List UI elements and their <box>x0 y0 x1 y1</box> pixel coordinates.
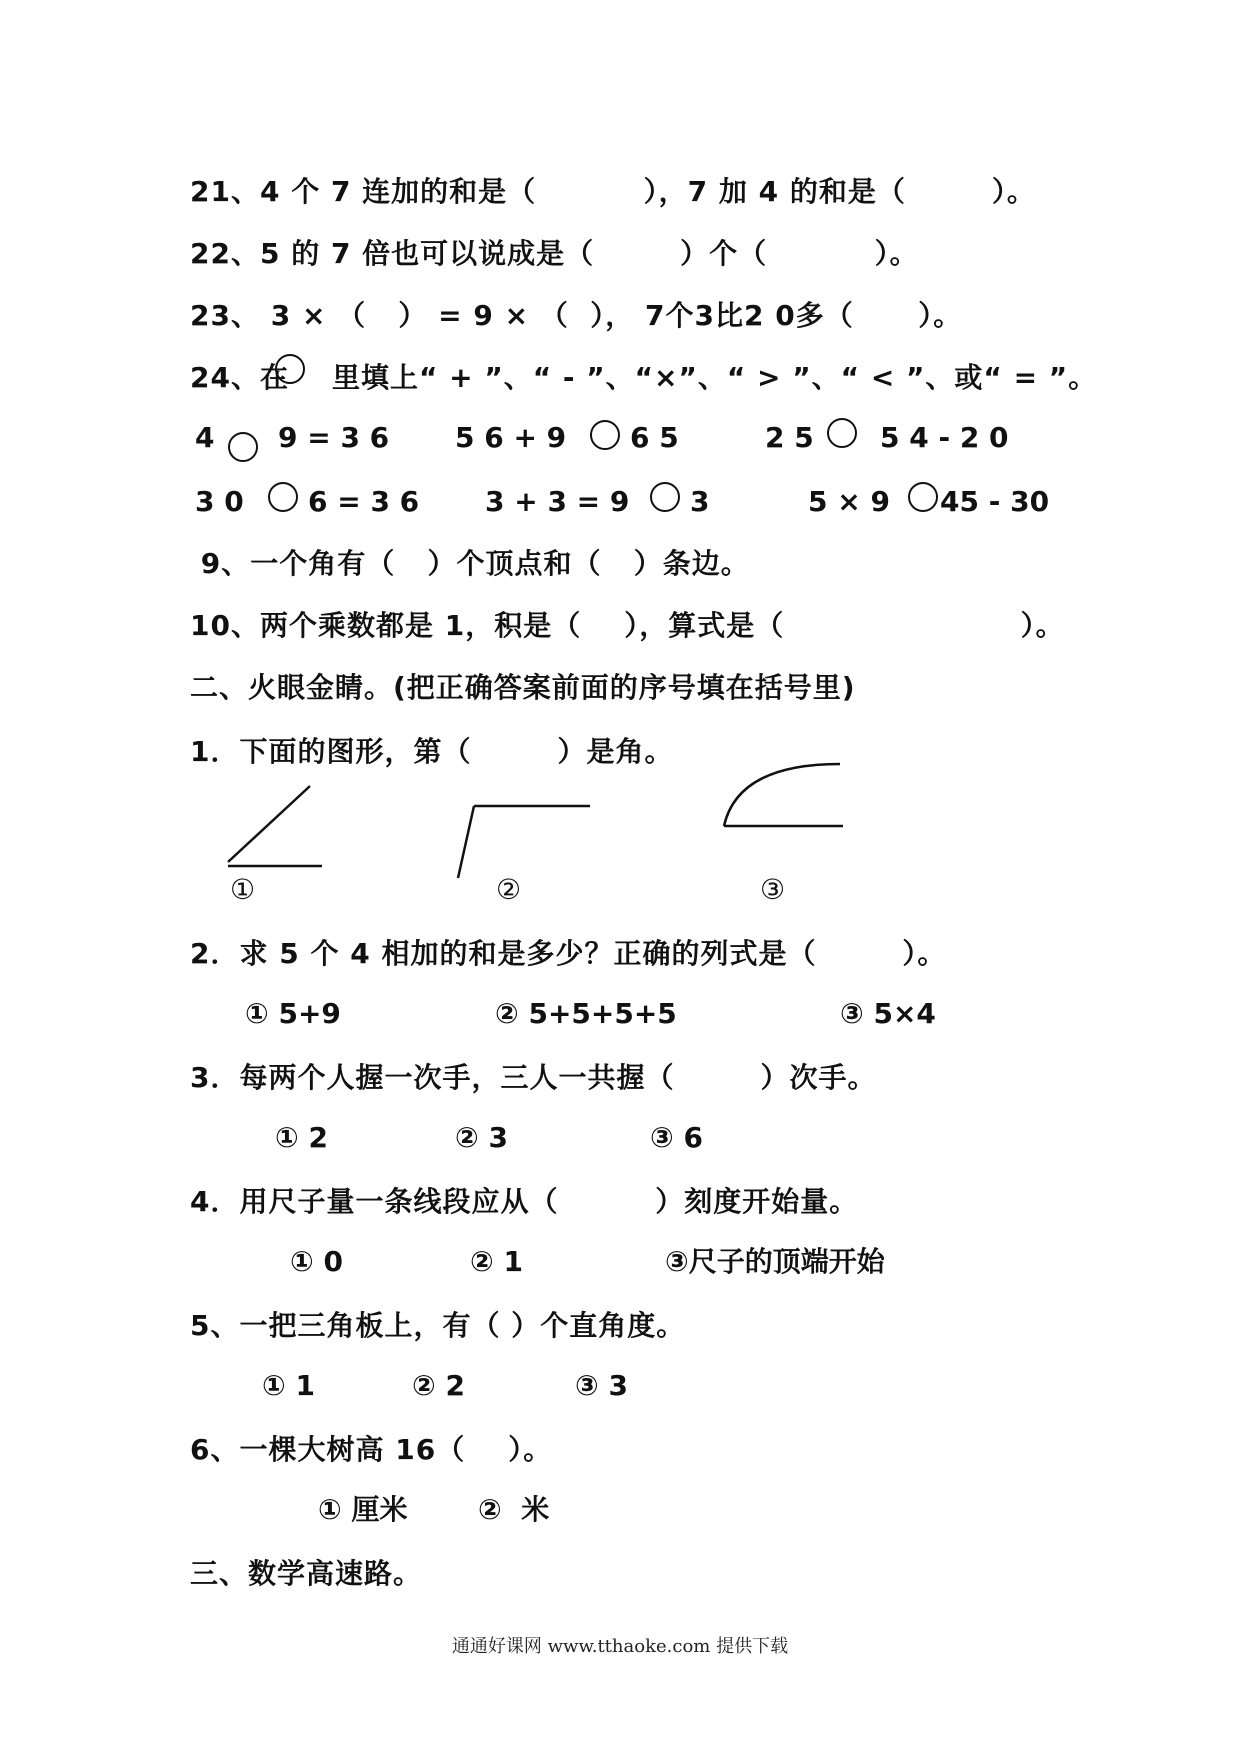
option-4-1: ① 0 <box>290 1245 343 1278</box>
question-24: 24、在 里填上“ + ”、“ - ”、“×”、“ > ”、“ < ”、或“ = ”。 <box>190 361 1098 394</box>
choice-3: 3．每两个人握一次手，三人一共握（ ）次手。 <box>190 1061 877 1094</box>
option-2-1: ① 5+9 <box>245 997 341 1030</box>
option-5-1: ① 1 <box>262 1369 315 1402</box>
option-2-2: ② 5+5+5+5 <box>495 997 677 1030</box>
question-9: 9、一个角有（ ）个顶点和（ ）条边。 <box>190 547 750 580</box>
option-5-2: ② 2 <box>412 1369 465 1402</box>
option-5-3: ③ 3 <box>575 1369 628 1402</box>
section-3-title: 三、数学高速路。 <box>190 1557 423 1590</box>
option-4-3: ③尺子的顶端开始 <box>665 1245 885 1278</box>
fill-1b-left: 5 6 + 9 <box>455 421 567 454</box>
option-2-3: ③ 5×4 <box>840 997 936 1030</box>
fill-2a-left: 3 0 <box>195 485 244 518</box>
question-21: 21、4 个 7 连加的和是（ ），7 加 4 的和是（ ）。 <box>190 175 1036 208</box>
footer-source: 通通好课网 www.tthaoke.com 提供下载 <box>451 1636 789 1657</box>
figure-label-1: ① <box>230 873 256 906</box>
fill-1a-right: 9 = 3 6 <box>278 421 390 454</box>
figure-3-arc-shape <box>724 764 843 826</box>
choice-1: 1．下面的图形，第（ ）是角。 <box>190 735 674 768</box>
option-3-2: ② 3 <box>455 1121 508 1154</box>
fill-1c-right: 5 4 - 2 0 <box>880 421 1009 454</box>
option-6-2: ② 米 <box>478 1493 550 1526</box>
fill-2c-left: 5 × 9 <box>808 485 890 518</box>
question-22: 22、5 的 7 倍也可以说成是（ ）个（ ）。 <box>190 237 919 270</box>
option-4-2: ② 1 <box>470 1245 523 1278</box>
fill-1c-left: 2 5 <box>765 421 814 454</box>
choice-2: 2．求 5 个 4 相加的和是多少？正确的列式是（ ）。 <box>190 937 947 970</box>
fill-2b-left: 3 + 3 = 9 <box>485 485 630 518</box>
choice-4: 4．用尺子量一条线段应从（ ）刻度开始量。 <box>190 1185 859 1218</box>
fill-1b-right: 6 5 <box>630 421 679 454</box>
figure-label-3: ③ <box>760 873 786 906</box>
figure-label-2: ② <box>496 873 522 906</box>
fill-2a-right: 6 = 3 6 <box>308 485 420 518</box>
figure-1-angle <box>228 786 322 866</box>
choice-5: 5、一把三角板上，有（ ）个直角度。 <box>190 1309 686 1342</box>
question-10: 10、两个乘数都是 1，积是（ ），算式是（ ）。 <box>190 609 1065 642</box>
fill-1a-left: 4 <box>195 421 215 454</box>
fill-2c-right: 45 - 30 <box>940 485 1050 518</box>
fill-2b-right: 3 <box>690 485 710 518</box>
option-3-3: ③ 6 <box>650 1121 703 1154</box>
option-6-1: ① 厘米 <box>318 1493 408 1526</box>
choice-6: 6、一棵大树高 16（ ）。 <box>190 1433 553 1466</box>
figure-2-shape <box>458 806 590 878</box>
section-2-title: 二、火眼金睛。(把正确答案前面的序号填在括号里) <box>190 671 856 704</box>
option-3-1: ① 2 <box>275 1121 328 1154</box>
question-23: 23、 3 × （ ） = 9 × （ ）， 7个3比2 0多（ ）。 <box>190 299 963 332</box>
